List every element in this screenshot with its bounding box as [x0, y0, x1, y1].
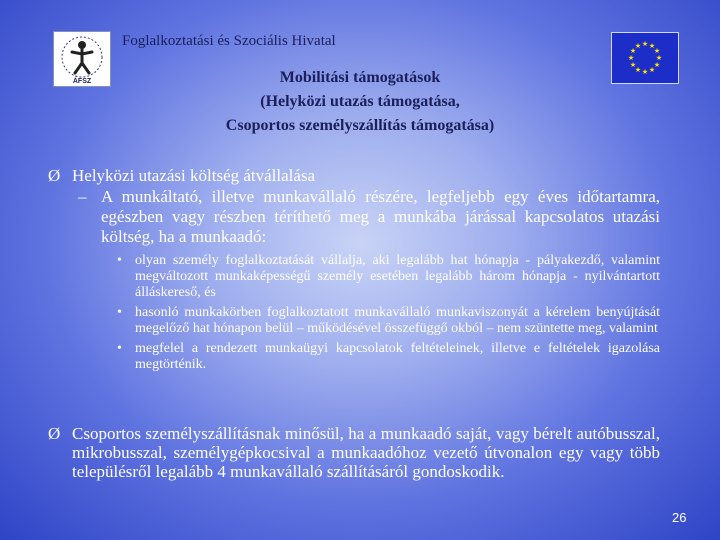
eu-flag-icon: [611, 32, 679, 84]
dot-marker: •: [117, 253, 122, 268]
page-number: 26: [672, 510, 687, 525]
svg-text:★: ★: [641, 68, 649, 76]
arrow-bullet-icon: Ø: [48, 166, 61, 185]
condition-list: [115, 253, 660, 377]
bullet-travel-cost: [48, 165, 315, 187]
svg-text:★: ★: [634, 66, 642, 74]
svg-text:★: ★: [648, 42, 656, 50]
svg-text:★: ★: [655, 54, 663, 62]
svg-text:★: ★: [629, 61, 637, 69]
svg-text:★: ★: [653, 61, 661, 69]
dot-marker: •: [117, 305, 122, 320]
afsz-logo: [53, 31, 111, 87]
dot-marker: •: [117, 341, 122, 356]
title-line-2: (Helyközi utazás támogatása,: [260, 93, 460, 110]
svg-text:★: ★: [627, 54, 635, 62]
list-item-text: hasonló munkakörben foglalkoztatott munkavállaló munkaviszonyát a kérelem benyújtását megelőző hat hónapon belül – működésével összefüggő okból – nem szüntette meg, valamint: [135, 305, 660, 336]
list-item: [115, 253, 660, 301]
afsz-logo-icon: [54, 32, 110, 86]
arrow-bullet-icon: Ø: [48, 424, 61, 443]
list-item: [115, 341, 660, 373]
org-name: Foglalkoztatási és Szociális Hivatal: [122, 33, 336, 49]
list-item-text: megfelel a rendezett munkaügyi kapcsolatok feltételeinek, illetve e feltételek igazolása megtörténik.: [135, 341, 660, 372]
title-line-1: Mobilitási támogatások: [279, 69, 441, 86]
bullet-group-transport-text: Csoportos személyszállításnak minősül, ha a munkaadó saját, vagy bérelt autóbusszal, mikrobusszal, személygépkocsival a munkaadóhoz vezető útvonalon egy vagy több településről legalább 4 munkavállaló szállításáról gondoskodik.: [72, 424, 660, 481]
list-item: [115, 305, 660, 337]
svg-text:★: ★: [648, 66, 656, 74]
svg-text:★: ★: [634, 42, 642, 50]
bullet-travel-cost-text: Helyközi utazási költség átvállalása: [72, 166, 316, 185]
sub-bullet-employer-text: A munkáltató, illetve munkavállaló részére, legfeljebb egy éves időtartamra, egészben vagy részben téríthető meg a munkába járással kapcsolatos utazási költség, ha a munkaadó:: [101, 187, 660, 246]
list-item-text: olyan személy foglalkoztatását vállalja, aki legalább hat hónapja - pályakezdő, valamint megváltozott munkaképességű személy esetében legalább három hónapja - nyilvántartott álláskereső, és: [135, 253, 660, 300]
dash-marker: –: [78, 187, 87, 206]
bullet-group-transport: [48, 424, 660, 481]
title-line-3: Csoportos személyszállítás támogatása): [225, 117, 495, 134]
svg-text:★: ★: [629, 47, 637, 55]
svg-text:★: ★: [641, 40, 649, 48]
slide-title: [140, 66, 580, 138]
logo-text: ÁFSZ: [72, 78, 92, 85]
svg-text:★: ★: [653, 47, 661, 55]
sub-bullet-employer: [78, 187, 660, 247]
